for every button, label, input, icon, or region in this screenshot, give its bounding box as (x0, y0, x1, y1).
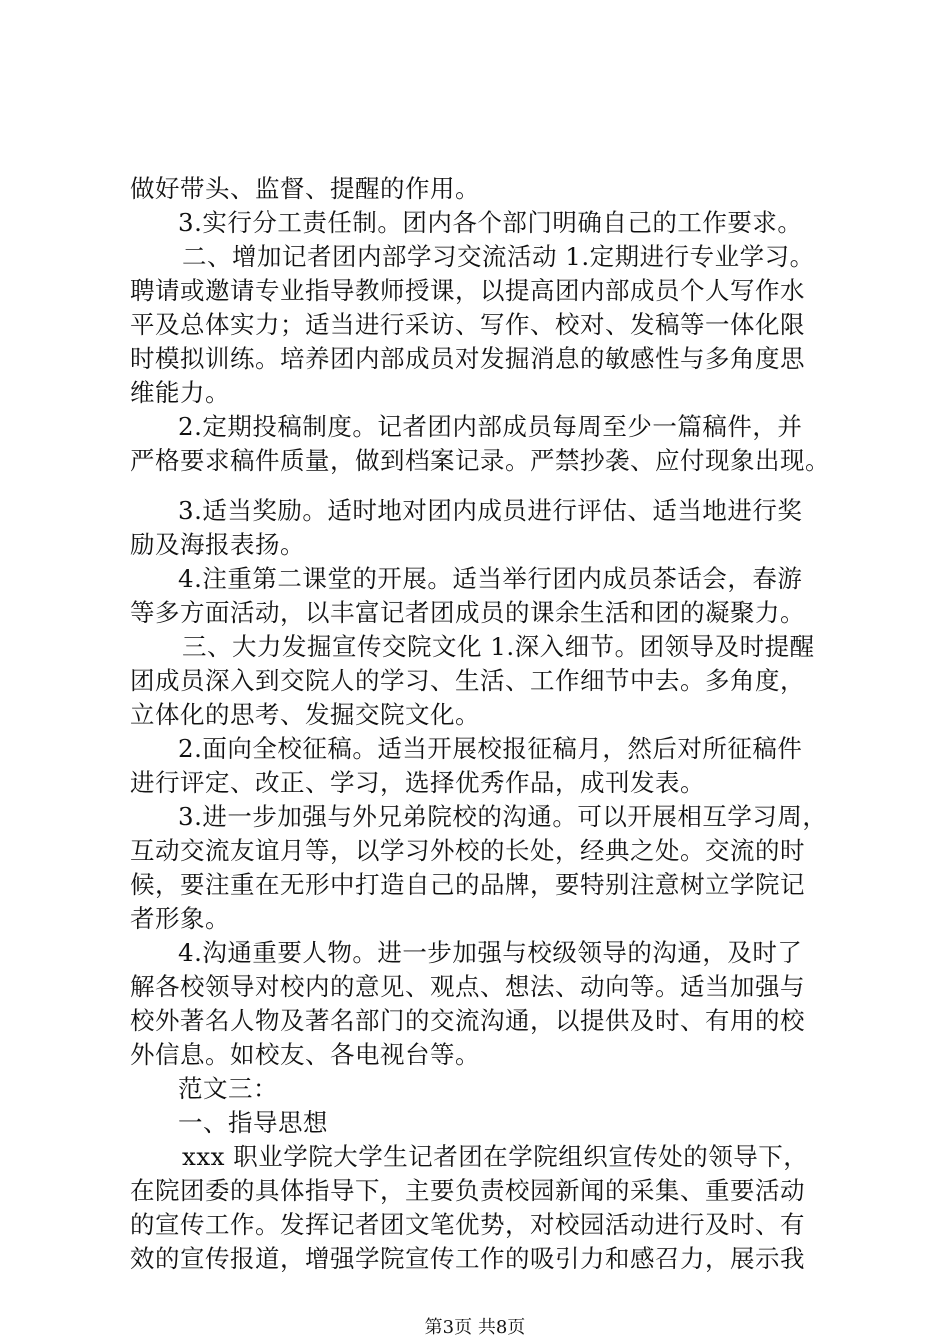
text-line-19: 3.进一步加强与外兄弟院校的沟通。可以开展相互学习周， (178, 802, 828, 831)
text-line-28: 一、指导思想 (178, 1108, 328, 1137)
text-line-15: 团成员深入到交院人的学习、生活、工作细节中去。多角度， (130, 666, 805, 695)
text-line-22: 者形象。 (130, 904, 230, 933)
text-line-3: 二、增加记者团内部学习交流活动 1.定期进行专业学习。 (182, 242, 815, 271)
text-line-30: 在院团委的具体指导下，主要负责校园新闻的采集、重要活动 (130, 1176, 805, 1205)
text-line-31: 的宣传工作。发挥记者团文笔优势，对校园活动进行及时、有 (130, 1210, 805, 1239)
text-line-21: 候，要注重在无形中打造自己的品牌，要特别注意树立学院记 (130, 870, 805, 899)
text-line-10: 3.适当奖励。适时地对团内成员进行评估、适当地进行奖 (178, 496, 803, 525)
text-line-27: 范文三： (178, 1074, 278, 1103)
text-line-11: 励及海报表扬。 (130, 530, 305, 559)
text-line-4: 聘请或邀请专业指导教师授课，以提高团内部成员个人写作水 (130, 276, 805, 305)
text-line-1: 做好带头、监督、提醒的作用。 (130, 174, 480, 203)
text-line-2: 3.实行分工责任制。团内各个部门明确自己的工作要求。 (178, 208, 803, 237)
text-line-14: 三、大力发掘宣传交院文化 1.深入细节。团领导及时提醒 (182, 632, 815, 661)
text-line-23: 4.沟通重要人物。进一步加强与校级领导的沟通，及时了 (178, 938, 803, 967)
text-line-6: 时模拟训练。培养团内部成员对发掘消息的敏感性与多角度思 (130, 344, 805, 373)
text-line-9: 严格要求稿件质量，做到档案记录。严禁抄袭、应付现象出现。 (130, 446, 830, 475)
text-line-32: 效的宣传报道，增强学院宣传工作的吸引力和感召力，展示我 (130, 1244, 805, 1273)
text-line-17: 2.面向全校征稿。适当开展校报征稿月，然后对所征稿件 (178, 734, 803, 763)
text-line-8: 2.定期投稿制度。记者团内部成员每周至少一篇稿件，并 (178, 412, 803, 441)
text-line-25: 校外著名人物及著名部门的交流沟通，以提供及时、有用的校 (130, 1006, 805, 1035)
text-line-26: 外信息。如校友、各电视台等。 (130, 1040, 480, 1069)
text-line-20: 互动交流友谊月等，以学习外校的长处，经典之处。交流的时 (130, 836, 805, 865)
page-number-footer: 第3页 共8页 (424, 1317, 526, 1338)
text-line-13: 等多方面活动，以丰富记者团成员的课余生活和团的凝聚力。 (130, 598, 805, 627)
text-line-18: 进行评定、改正、学习，选择优秀作品，成刊发表。 (130, 768, 705, 797)
text-line-29: xxx 职业学院大学生记者团在学院组织宣传处的领导下， (182, 1142, 809, 1171)
text-line-12: 4.注重第二课堂的开展。适当举行团内成员茶话会，春游 (178, 564, 803, 593)
text-line-7: 维能力。 (130, 378, 230, 407)
text-line-16: 立体化的思考、发掘交院文化。 (130, 700, 480, 729)
text-line-5: 平及总体实力；适当进行采访、写作、校对、发稿等一体化限 (130, 310, 805, 339)
text-line-24: 解各校领导对校内的意见、观点、想法、动向等。适当加强与 (130, 972, 805, 1001)
